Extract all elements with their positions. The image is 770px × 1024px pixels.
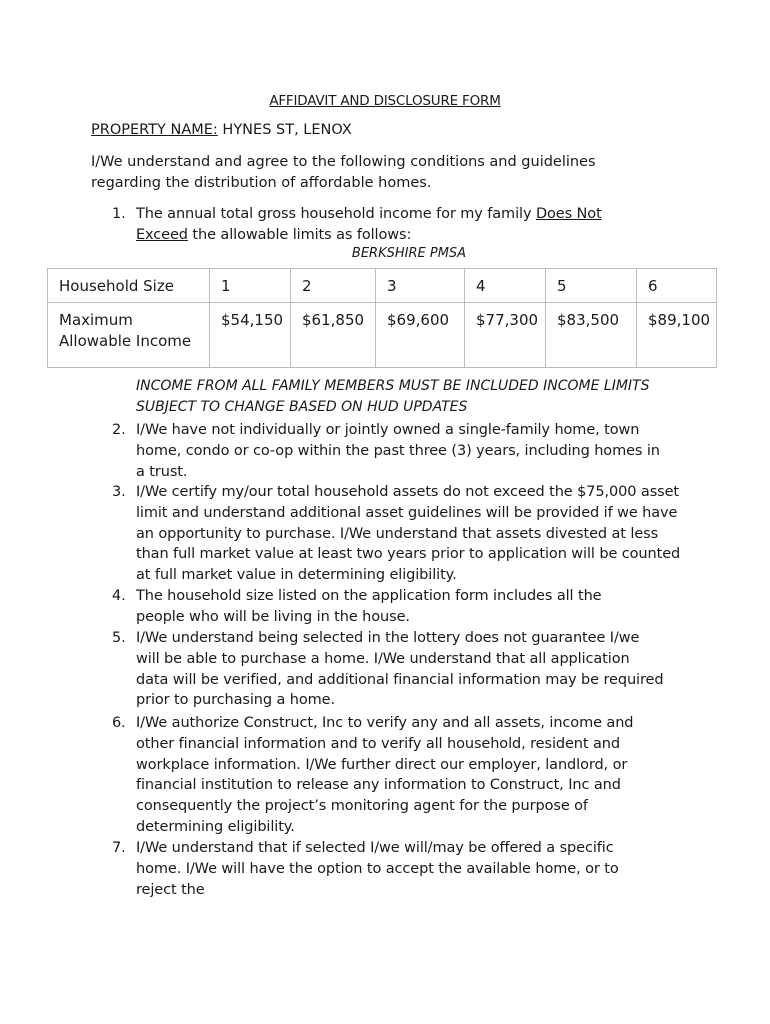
row-label-max-income: Maximum Allowable Income xyxy=(48,303,210,368)
list-item-2 xyxy=(112,420,671,482)
list-item-6 xyxy=(112,713,666,838)
income-value-cell: $83,500 xyxy=(546,303,637,368)
list-item-5 xyxy=(112,628,666,711)
list-item-1 xyxy=(112,204,636,246)
item-5-text: I/We understand being selected in the lottery does not guarantee I/we will be able to purchase a home. I/We understand that all application data will be verified, and additional financial information may be required prior to purchasing a home. xyxy=(136,630,664,709)
item-1-underlined: Does Not Exceed xyxy=(136,206,602,243)
property-value: HYNES ST, LENOX xyxy=(222,122,352,138)
list-number: 1. xyxy=(112,206,126,222)
list-number: 4. xyxy=(112,588,126,604)
form-title: AFFIDAVIT AND DISCLOSURE FORM xyxy=(269,93,501,109)
property-label: PROPERTY NAME: xyxy=(91,122,218,138)
pmsa-label: BERKSHIRE PMSA xyxy=(351,246,467,261)
item-1-text-a: The annual total gross household income for my family xyxy=(136,206,536,222)
property-line xyxy=(91,122,352,138)
income-value-cell: $69,600 xyxy=(376,303,465,368)
list-item-7 xyxy=(112,838,656,900)
list-number: 3. xyxy=(112,484,126,500)
item-6-text: I/We authorize Construct, Inc to verify any and all assets, income and other financial information and to verify all household, resident and workplace information. I/We further direct our employer, landlord, or financial institution to release any information to Construct, Inc and consequently the project’s monitoring agent for the purpose of determining eligibility. xyxy=(136,715,634,835)
list-number: 2. xyxy=(112,422,126,438)
income-value-cell: $61,850 xyxy=(291,303,376,368)
list-item-4 xyxy=(112,586,636,628)
header-cell: 3 xyxy=(376,269,465,303)
income-note: INCOME FROM ALL FAMILY MEMBERS MUST BE INCLUDED INCOME LIMITS SUBJECT TO CHANGE BASED ON HUD UPDATES xyxy=(136,378,650,415)
income-value-cell: $77,300 xyxy=(465,303,546,368)
item-1-text-b: the allowable limits as follows: xyxy=(187,226,412,243)
list-number: 6. xyxy=(112,715,126,731)
header-cell: 1 xyxy=(210,269,291,303)
list-number: 7. xyxy=(112,840,126,856)
header-cell: 5 xyxy=(546,269,637,303)
table-header-row xyxy=(48,269,717,303)
header-cell: 2 xyxy=(291,269,376,303)
list-number: 5. xyxy=(112,630,126,646)
item-2-text: I/We have not individually or jointly owned a single-family home, town home, condo or co-op within the past three (3) years, including homes in a trust. xyxy=(136,422,660,480)
header-cell: 4 xyxy=(465,269,546,303)
income-limits-table xyxy=(47,268,717,368)
header-cell-household-size: Household Size xyxy=(48,269,210,303)
list-item-3 xyxy=(112,482,686,586)
item-7-text: I/We understand that if selected I/we will/may be offered a specific home. I/We will have the option to accept the available home, or to reject the xyxy=(136,840,619,898)
intro-paragraph: I/We understand and agree to the following conditions and guidelines regarding the distribution of affordable homes. xyxy=(91,154,596,191)
table-row xyxy=(48,303,717,368)
item-4-text: The household size listed on the application form includes all the people who will be living in the house. xyxy=(136,588,602,625)
income-value-cell: $89,100 xyxy=(637,303,717,368)
income-value-cell: $54,150 xyxy=(210,303,291,368)
header-cell: 6 xyxy=(637,269,717,303)
item-3-text: I/We certify my/our total household assets do not exceed the $75,000 asset limit and understand additional asset guidelines will be provided if we have an opportunity to purchase. I/We understand that assets divested at less than full market value at least two years prior to application will be counted at full market value in determining eligibility. xyxy=(136,484,681,584)
